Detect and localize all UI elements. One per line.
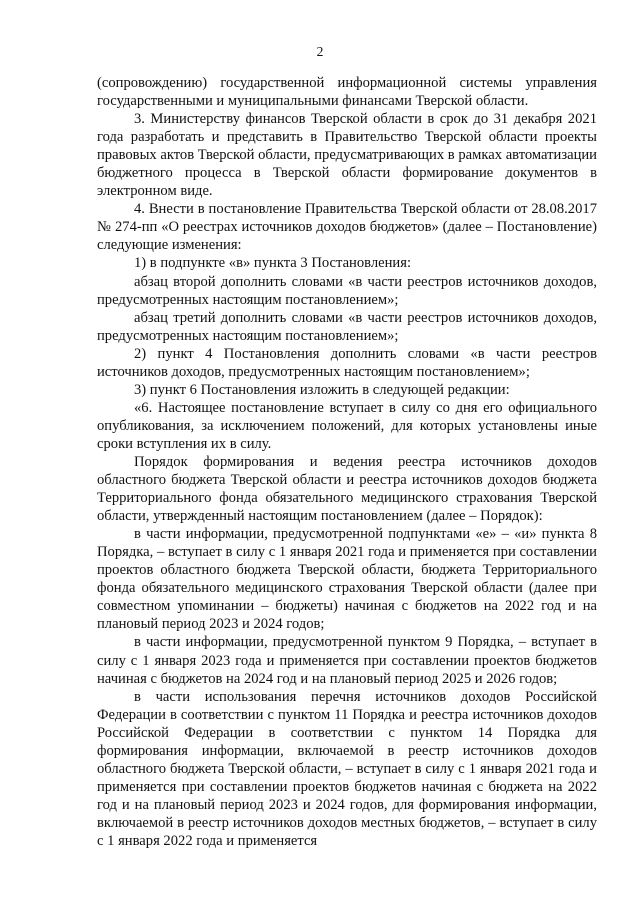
paragraph-subitem-1: 1) в подпункте «в» пункта 3 Постановления: <box>134 255 412 272</box>
paragraph-continuation: (сопровождению) государственной информационной системы управления государственными и муниципальными финансами Тверской области. <box>97 75 597 110</box>
paragraph-order-clause-1: в части информации, предусмотренной подпунктами «е» – «и» пункта 8 Порядка, – вступает в силу с 1 января 2021 года и применяется при составлении проектов областного бюджета Тверской области, бюджета Территориального фонда обязательного медицинского страхования Тверской области (далее при совместном упоминании – бюджеты) начиная с бюджетов на 2022 год и на плановый период 2023 и 2024 годов; <box>97 526 597 633</box>
paragraph-subitem-3: 3) пункт 6 Постановления изложить в следующей редакции: <box>134 381 510 398</box>
paragraph-item-4: 4. Внести в постановление Правительства Тверской области от 28.08.2017 № 274-пп «О реестрах источников доходов бюджетов» (далее – Постановление) следующие изменения: <box>97 201 597 254</box>
paragraph-abzac-second: абзац второй дополнить словами «в части реестров источников доходов, предусмотренных настоящим постановлением»; <box>97 273 597 308</box>
paragraph-abzac-third: абзац третий дополнить словами «в части реестров источников доходов, предусмотренных настоящим постановлением»; <box>97 309 597 344</box>
document-body <box>97 74 597 850</box>
paragraph-item-3: 3. Министерству финансов Тверской области в срок до 31 декабря 2021 года разработать и представить в Правительство Тверской области проекты правовых актов Тверской области, предусматривающих в рамках автоматизации бюджетного процесса в Тверской области формирование документов в электронном виде. <box>97 111 597 200</box>
paragraph-quoted-item-6: «6. Настоящее постановление вступает в силу со дня его официального опубликования, за исключением положений, для которых установлены иные сроки вступления их в силу. <box>97 399 597 452</box>
paragraph-subitem-2: 2) пункт 4 Постановления дополнить словами «в части реестров источников доходов, предусмотренных настоящим постановлением»; <box>97 345 597 380</box>
paragraph-order-clause-3: в части использования перечня источников доходов Российской Федерации в соответствии с пунктом 11 Порядка и реестра источников доходов Российской Федерации в соответствии с пунктом 14 Порядка для формирования информации, включаемой в реестр источников доходов областного бюджета Тверской области, – вступает в силу с 1 января 2021 года и применяется при составлении проектов бюджетов начиная с бюджета на 2022 год и на плановый период 2023 и 2024 годов, для формирования информации, включаемой в реестр источников доходов местных бюджетов, – вступает в силу с 1 января 2022 года и применяется <box>97 688 597 849</box>
page-number: 2 <box>316 44 324 59</box>
paragraph-order: Порядок формирования и ведения реестра источников доходов областного бюджета Тверской области и реестра источников доходов бюджета Территориального фонда обязательного медицинского страхования Тверской области, утвержденный настоящим постановлением (далее – Порядок): <box>97 453 597 525</box>
paragraph-order-clause-2: в части информации, предусмотренной пунктом 9 Порядка, – вступает в силу с 1 января 2023 года и применяется при составлении проектов бюджетов начиная с бюджетов на 2024 год и на плановый период 2025 и 2026 годов; <box>97 634 597 687</box>
